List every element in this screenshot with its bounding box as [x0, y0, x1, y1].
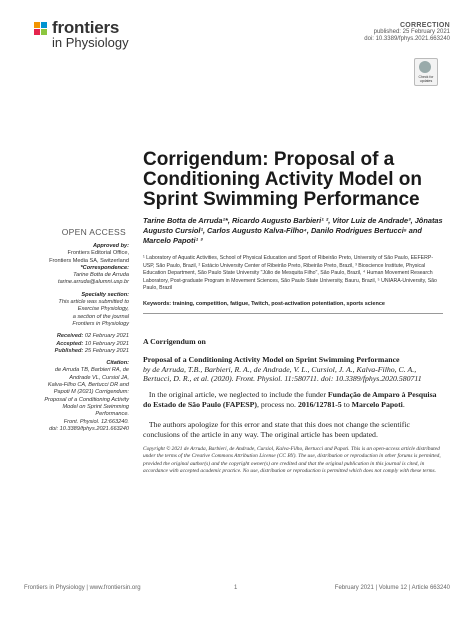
citation-line: Papoti M (2021) Corrigendum:: [53, 389, 129, 396]
reference-title: Proposal of a Conditioning Activity Model on Sprint Swimming Performance: [143, 355, 400, 364]
specialty-line: This article was submitted to: [58, 299, 129, 306]
approved-line: Frontiers Editorial Office,: [67, 250, 129, 257]
correspondence-label: *Correspondence:: [80, 264, 129, 271]
footer-issue: February 2021 | Volume 12 | Article 663240: [334, 585, 450, 591]
citation-line: Model on Sprint Swimming: [62, 403, 129, 410]
update-check-icon: [419, 61, 431, 73]
frontiers-logo-icon: [34, 22, 47, 35]
grantee-name: Marcelo Papoti: [351, 399, 403, 409]
original-article-reference: [143, 355, 445, 384]
process-number: 2016/12781-5: [297, 399, 342, 409]
citation-line: de Arruda TB, Barbieri RA, de: [54, 367, 129, 374]
keywords-label: Keywords:: [143, 301, 172, 307]
check-for-updates-badge[interactable]: [414, 58, 438, 86]
sidebar-meta: [24, 243, 129, 433]
reference-details[interactable]: by de Arruda, T.B., Barbieri, R. A., de Andrade, V. L., Cursiol, J. A., Kalva-Filho, C. A., Bertucci, D. R., et al. (2020). Front. Physiol. 11:580711. doi: 10.3389/fphys.2020.580711: [143, 364, 422, 384]
corrigendum-on-heading: A Corrigendum on: [143, 337, 206, 346]
page-number: 1: [234, 585, 238, 591]
published-date-sidebar: Published: 25 February 2021: [54, 347, 129, 354]
article-meta: [364, 22, 450, 44]
article-type: CORRECTION: [399, 22, 450, 29]
keywords-text: training, competition, fatigue, Twitch, post-activation potentiation, sports science: [172, 301, 385, 307]
citation-label: Citation:: [106, 360, 129, 367]
approved-line: Frontiers Media SA, Switzerland: [49, 257, 129, 264]
citation-doi[interactable]: doi: 10.3389/fphys.2021.663240: [49, 425, 129, 432]
open-access-label: OPEN ACCESS: [61, 227, 126, 237]
specialty-line: Frontiers in Physiology: [72, 320, 129, 327]
journal-logo: [34, 20, 174, 50]
correction-paragraph: In the original article, we neglected to include the funder Fundação de Amparo à Pesquisa do Estado de São Paulo (FAPESP), process no. 2016/12781-5 to Marcelo Papoti.: [143, 390, 437, 409]
copyright-notice: Copyright © 2021 de Arruda, Barbieri, de Andrade, Cursiol, Kalva-Filho, Bertucci and Papoti. This is an open-access article distributed under the terms of the Creative Commons Attribution License (CC BY). The use, distribution or reproduction in other forums is permitted, provided the original author(s) and the copyright owner(s) are credited and that the original publication in this journal is cited, in accordance with accepted academic practice. No use, distribution or reproduction is permitted which does not comply with these terms.: [143, 446, 441, 475]
citation-line: Andrade VL, Cursiol JA,: [69, 374, 129, 381]
citation-line: Proposal of a Conditioning Activity: [44, 396, 129, 403]
footer-journal[interactable]: Frontiers in Physiology | www.frontiersin.org: [24, 585, 141, 591]
received-date: Received: 02 February 2021: [56, 333, 129, 340]
apology-paragraph: The authors apologize for this error and state that this does not change the scientific conclusions of the article in any way. The original article has been updated.: [143, 420, 410, 439]
specialty-line: Exercise Physiology,: [77, 306, 129, 313]
citation-line: Front. Physiol. 12:663240.: [63, 418, 129, 425]
check-updates-label: Check for updates: [418, 75, 434, 83]
specialty-label: Specialty section:: [81, 291, 129, 298]
specialty-line: a section of the journal: [72, 313, 129, 320]
divider: [143, 313, 443, 314]
author-list: Tarine Botta de Arruda¹*, Ricardo Augusto Barbieri¹ ², Vitor Luiz de Andrade³, Jônatas Augusto Cursiol¹, Carlos Augusto Kalva-Filho⁴, Danilo Rodrigues Bertucci⁵ and Marcelo Papoti¹ ³: [143, 216, 443, 245]
logo-journal-text: in Physiology: [52, 35, 129, 50]
approved-label: Approved by:: [92, 243, 129, 249]
correspondence-email[interactable]: tarine.arruda@alumni.usp.br: [58, 279, 129, 286]
published-date: published: 25 February 2021: [373, 29, 450, 36]
article-doi[interactable]: doi: 10.3389/fphys.2021.663240: [364, 36, 450, 43]
citation-line: Kalva-Filho CA, Bertucci DR and: [47, 382, 129, 389]
citation-line: Performance.: [95, 411, 129, 418]
affiliations: ¹ Laboratory of Aquatic Activities, School of Physical Education and Sport of Ribeirão Preto, University of São Paulo, EEFERP-USP, São Paulo, Brazil, ² Estácio University Center of Ribeirão Preto, Ribeirão Preto, Brazil, ³ Bioscience Institute, Physical Education Department, São Paulo State University "Júlio de Mesquita Filho", São Paulo, Brazil, ⁴ Human Movement Research Laboratory, Post-graduate Program in Movement Sciences, São Paulo State University, Bauru, Brazil, ⁵ UNIARA-University, São Paulo, Brazil: [143, 255, 437, 292]
logo-frontiers-text: frontiers: [52, 18, 120, 37]
funder-name: Fundação de Amparo à Pesquisa do Estado de São Paulo (FAPESP): [143, 390, 437, 409]
correspondence-name: Tarine Botta de Arruda: [73, 272, 129, 279]
keywords: [143, 301, 443, 307]
article-title: Corrigendum: Proposal of a Conditioning Activity Model on Sprint Swimming Performance: [143, 149, 422, 210]
accepted-date: Accepted: 10 February 2021: [56, 340, 129, 347]
